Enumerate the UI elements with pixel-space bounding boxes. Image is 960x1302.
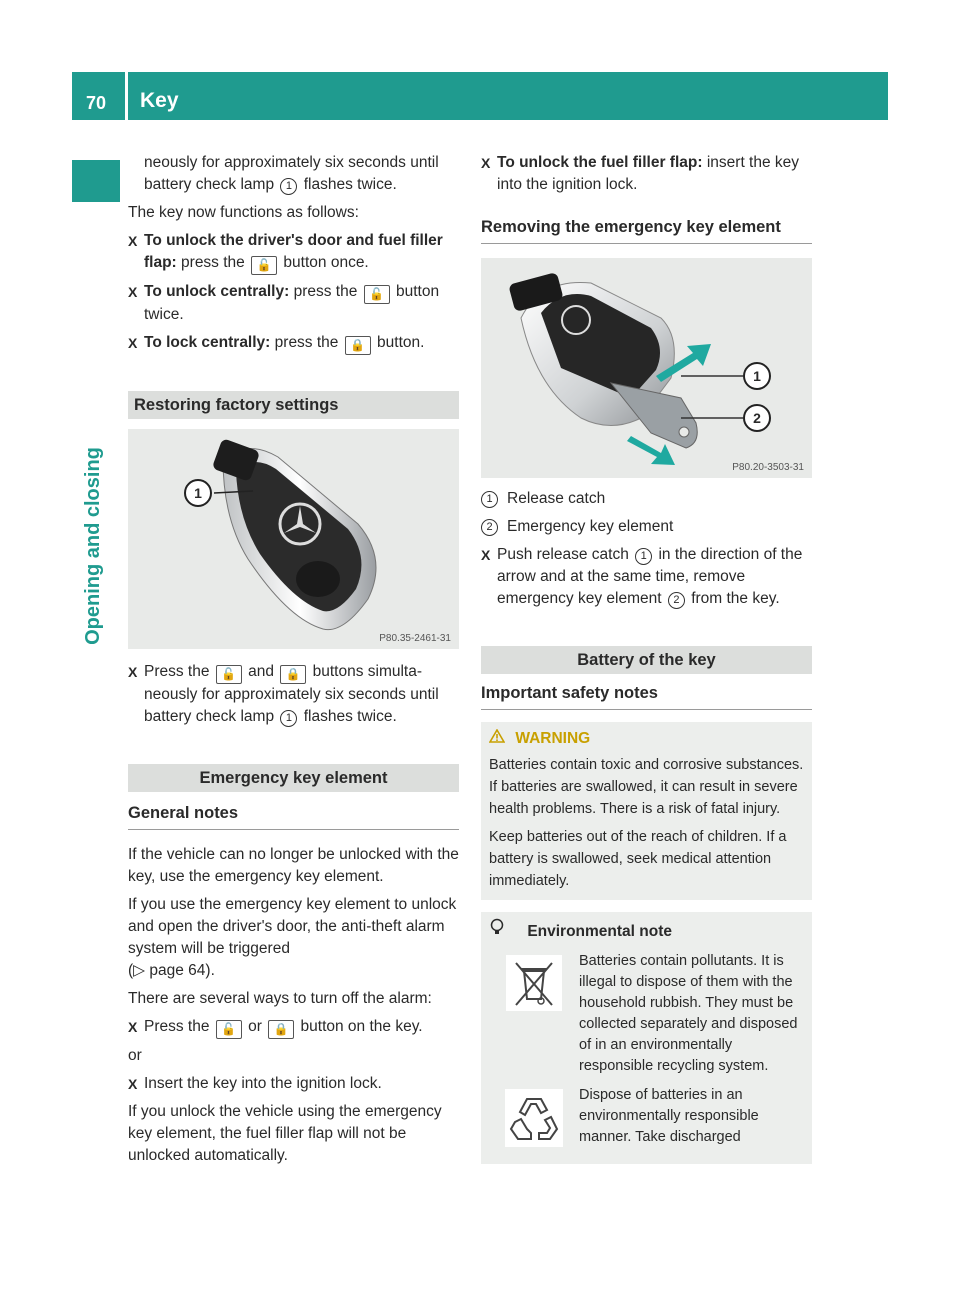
header-bar xyxy=(72,72,888,120)
legend-item-2: 2 Emergency key element xyxy=(481,516,812,538)
environmental-note-row-1 xyxy=(489,951,804,1077)
callout-2-ref: 2 xyxy=(481,519,498,536)
lock-icon: 🔒 xyxy=(268,1020,294,1039)
environmental-note-box xyxy=(481,912,812,1164)
emergency-heading: Emergency key element xyxy=(128,764,459,792)
right-column xyxy=(481,152,812,1164)
safety-notes-heading: Important safety notes xyxy=(481,682,812,710)
key-figure-1 xyxy=(128,429,459,649)
battery-heading: Battery of the key xyxy=(481,646,812,674)
warning-text-2: Keep batteries out of the reach of children. If a battery is swallowed, seek medical attention immediately. xyxy=(489,829,787,889)
environmental-note-row-2 xyxy=(489,1085,804,1148)
restoring-heading: Restoring factory settings xyxy=(128,391,459,419)
callout-1-ref: 1 xyxy=(280,178,297,195)
section-label: Opening and closing xyxy=(82,447,104,645)
sidebar-tab xyxy=(72,160,120,202)
lock-icon: 🔒 xyxy=(345,336,371,355)
environmental-note-title: Environmental note xyxy=(489,918,804,943)
removing-heading: Removing the emergency key element xyxy=(481,216,812,244)
header-divider xyxy=(125,72,128,120)
figure-code: P80.35-2461-31 xyxy=(379,633,451,644)
page-number: 70 xyxy=(86,93,107,113)
step-unlock-driver-door: X To unlock the driver's door and fuel filler flap: press the 🔓 button once. xyxy=(128,230,459,275)
callout-2: 2 xyxy=(743,404,771,432)
intro-text: neously for approximately six seconds until battery check lamp 1 flashes twice. xyxy=(144,154,439,193)
environmental-note-text-2: Dispose of batteries in an environmentally responsible manner. Take discharged xyxy=(579,1087,759,1145)
callout-1: 1 xyxy=(743,362,771,390)
general-notes-heading: General notes xyxy=(128,802,459,830)
step-press-key-button: X Press the 🔓 or 🔒 button on the key. xyxy=(128,1016,459,1039)
general-notes-p1: If the vehicle can no longer be unlocked with the key, use the emergency key element. xyxy=(128,846,459,885)
key-figure-2 xyxy=(481,258,812,478)
key-fob-illustration xyxy=(128,429,459,649)
general-notes-p3: There are several ways to turn off the alarm: xyxy=(128,990,432,1007)
callout-1-ref: 1 xyxy=(280,710,297,727)
functions-text: The key now functions as follows: xyxy=(128,204,359,221)
callout-1: 1 xyxy=(184,479,212,507)
step-push-release-catch: X Push release catch 1 in the direction of the arrow and at the same time, remove emergency key element 2 from the key. xyxy=(481,544,812,610)
callout-1-ref: 1 xyxy=(635,548,652,565)
legend-item-1: 1 Release catch xyxy=(481,488,812,510)
unlock-icon: 🔓 xyxy=(251,256,277,275)
or-text: or xyxy=(128,1047,142,1064)
callout-2-ref: 2 xyxy=(668,592,685,609)
page-reference-link[interactable]: (▷ page 64). xyxy=(128,962,215,979)
environmental-note-text-1: Batteries contain pollutants. It is illegal to dispose of them with the household rubbish. They must be collected separately and disposed of in an environmentally responsible recycling system. xyxy=(579,953,798,1074)
page-title: Key xyxy=(140,89,179,112)
callout-1-ref: 1 xyxy=(481,491,498,508)
general-notes-p2: If you use the emergency key element to unlock and open the driver's door, the anti-theft alarm system will be triggered (▷ page 64). xyxy=(128,896,457,979)
left-column xyxy=(128,152,459,1173)
lock-icon: 🔒 xyxy=(280,665,306,684)
warning-text-1: Batteries contain toxic and corrosive substances. If batteries are swallowed, it can result in severe health problems. There is a risk of fatal injury. xyxy=(489,757,804,817)
lightbulb-icon xyxy=(489,918,523,943)
step-press-buttons: X Press the 🔓 and 🔒 buttons simultaneously for approximately six seconds until battery check lamp 1 flashes twice. xyxy=(128,661,459,728)
unlock-icon: 🔓 xyxy=(364,285,390,304)
figure-code: P80.20-3503-31 xyxy=(732,462,804,473)
crossed-bin-icon xyxy=(489,951,579,1077)
general-notes-p4: If you unlock the vehicle using the emergency key element, the fuel filler flap will not be unlocked automatically. xyxy=(128,1103,442,1164)
step-lock-centrally: X To lock centrally: press the 🔒 button. xyxy=(128,332,459,355)
step-insert-key: X Insert the key into the ignition lock. xyxy=(128,1073,459,1095)
step-unlock-fuel-flap: X To unlock the fuel filler flap: insert the key into the ignition lock. xyxy=(481,152,812,196)
step-unlock-centrally: X To unlock centrally: press the 🔓 button twice. xyxy=(128,281,459,326)
unlock-icon: 🔓 xyxy=(216,1020,242,1039)
warning-title: WARNING xyxy=(489,728,804,750)
unlock-icon: 🔓 xyxy=(216,665,242,684)
recycling-icon xyxy=(489,1085,579,1148)
warning-box xyxy=(481,722,812,900)
warning-icon xyxy=(489,728,511,750)
